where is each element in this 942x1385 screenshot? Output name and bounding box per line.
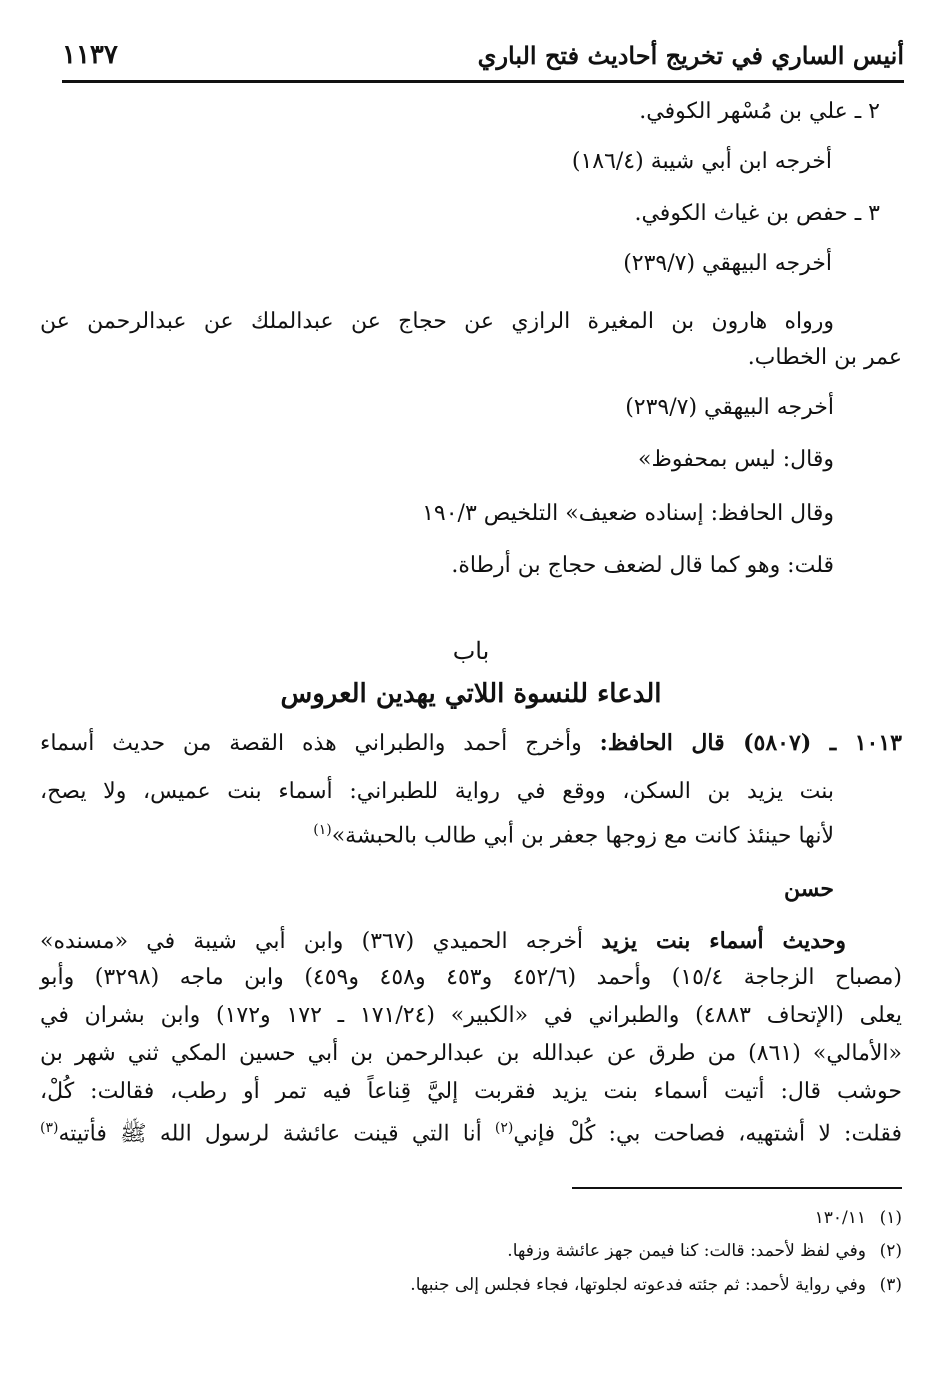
hadith-text: وأخرج أحمد والطبراني هذه القصة من حديث أسماء bbox=[40, 731, 600, 756]
footnote-ref: (١) bbox=[313, 822, 332, 838]
narrator-item-3: ٣ ـ حفص بن غياث الكوفي. bbox=[634, 201, 880, 226]
narrator-item-2: ٢ ـ علي بن مُسْهر الكوفي. bbox=[639, 99, 880, 124]
footnote-ref: (٢) bbox=[494, 1120, 514, 1136]
footnote bbox=[220, 1241, 902, 1261]
book-title: أنيس الساري في تخريج أحاديث فتح الباري bbox=[477, 40, 904, 70]
footnote-ref: (٣) bbox=[40, 1120, 59, 1136]
body-line: «الأمالي» (٨٦١) من طرق عن عبدالله بن عبدالرحمن بن أبي حسين المكي ثني شهر بن bbox=[40, 1041, 902, 1066]
source-line: وقال: ليس بمحفوظ» bbox=[638, 447, 834, 472]
body-line bbox=[40, 1120, 902, 1148]
paragraph-line: عمر بن الخطاب. bbox=[747, 345, 902, 370]
hadith-line bbox=[40, 730, 902, 758]
footnote-divider bbox=[572, 1187, 902, 1189]
footnote-text: وفي لفظ لأحمد: قالت: كنا فيمن جهز عائشة وزفها. bbox=[507, 1241, 866, 1261]
narrator-item-3-source: أخرجه البيهقي (٢٣٩/٧) bbox=[623, 251, 832, 276]
body-line: يعلى (الإتحاف ٤٨٨٣) والطبراني في «الكبير» (١٧١/٢٤ ـ ١٧٢ و١٧٢) وابن بشران في bbox=[40, 1003, 903, 1028]
hadith-line: بنت يزيد بن السكن، ووقع في رواية للطبراني: أسماء بنت عميس، ولا يصح، bbox=[40, 779, 834, 804]
grade-label: حسن bbox=[784, 876, 834, 902]
page-number: ١١٣٧ bbox=[62, 40, 118, 70]
body-text: فقلت: لا أشتهيه، فصاحت بي: كُلْ فإني bbox=[513, 1121, 902, 1147]
source-line: وقال الحافظ: إسناده ضعيف» التلخيص ١٩٠/٣ bbox=[422, 501, 834, 526]
body-bold-text: وحديث أسماء بنت يزيد bbox=[601, 928, 846, 954]
hadith-line bbox=[313, 822, 834, 850]
body-text: أخرجه الحميدي (٣٦٧) وابن أبي شيبة في «مسنده» bbox=[40, 929, 602, 954]
paragraph-line: ورواه هارون بن المغيرة الرازي عن حجاج عن عبدالملك عن عبدالرحمن عن bbox=[40, 309, 834, 334]
footnote bbox=[220, 1275, 902, 1295]
source-line: أخرجه البيهقي (٢٣٩/٧) bbox=[625, 395, 834, 420]
source-line: قلت: وهو كما قال لضعف حجاج بن أرطاة. bbox=[451, 553, 834, 578]
body-line: حوشب قال: أتيت أسماء بنت يزيد فقربت إليَّ قِناعاً فيه تمر أو رطب، فقالت: كُلْ، bbox=[40, 1079, 902, 1104]
footnote-text: وفي رواية لأحمد: ثم جئته فدعوته لجلوتها، فجاء فجلس إلى جنبها. bbox=[410, 1275, 866, 1295]
hadith-text: لأنها حينئذ كانت مع زوجها جعفر بن أبي طالب بالحبشة» bbox=[331, 823, 834, 849]
chapter-label: باب bbox=[452, 637, 490, 665]
footnote-number: (٣) bbox=[879, 1275, 902, 1295]
footnote-number: (٢) bbox=[879, 1241, 902, 1261]
body-line: (مصباح الزجاجة ١٥/٤) وأحمد (٤٥٢/٦ و٤٥٣ و٤٥٨ و٤٥٩) وابن ماجه (٣٢٩٨) وأبو bbox=[40, 965, 902, 990]
chapter-heading: الدعاء للنسوة اللاتي يهدين العروس bbox=[280, 679, 662, 709]
footnote-number: (١) bbox=[879, 1208, 902, 1228]
body-line bbox=[40, 928, 846, 956]
footnote bbox=[220, 1208, 902, 1228]
narrator-item-2-source: أخرجه ابن أبي شيبة (١٨٦/٤) bbox=[571, 149, 832, 174]
footnote-text: ١٣٠/١١ bbox=[814, 1208, 866, 1228]
body-text: أنا التي قينت عائشة لرسول الله ﷺ فأتيته bbox=[58, 1121, 495, 1147]
hadith-number: ١٠١٣ ـ (٥٨٠٧) قال الحافظ: bbox=[599, 730, 902, 756]
running-header bbox=[62, 30, 904, 83]
